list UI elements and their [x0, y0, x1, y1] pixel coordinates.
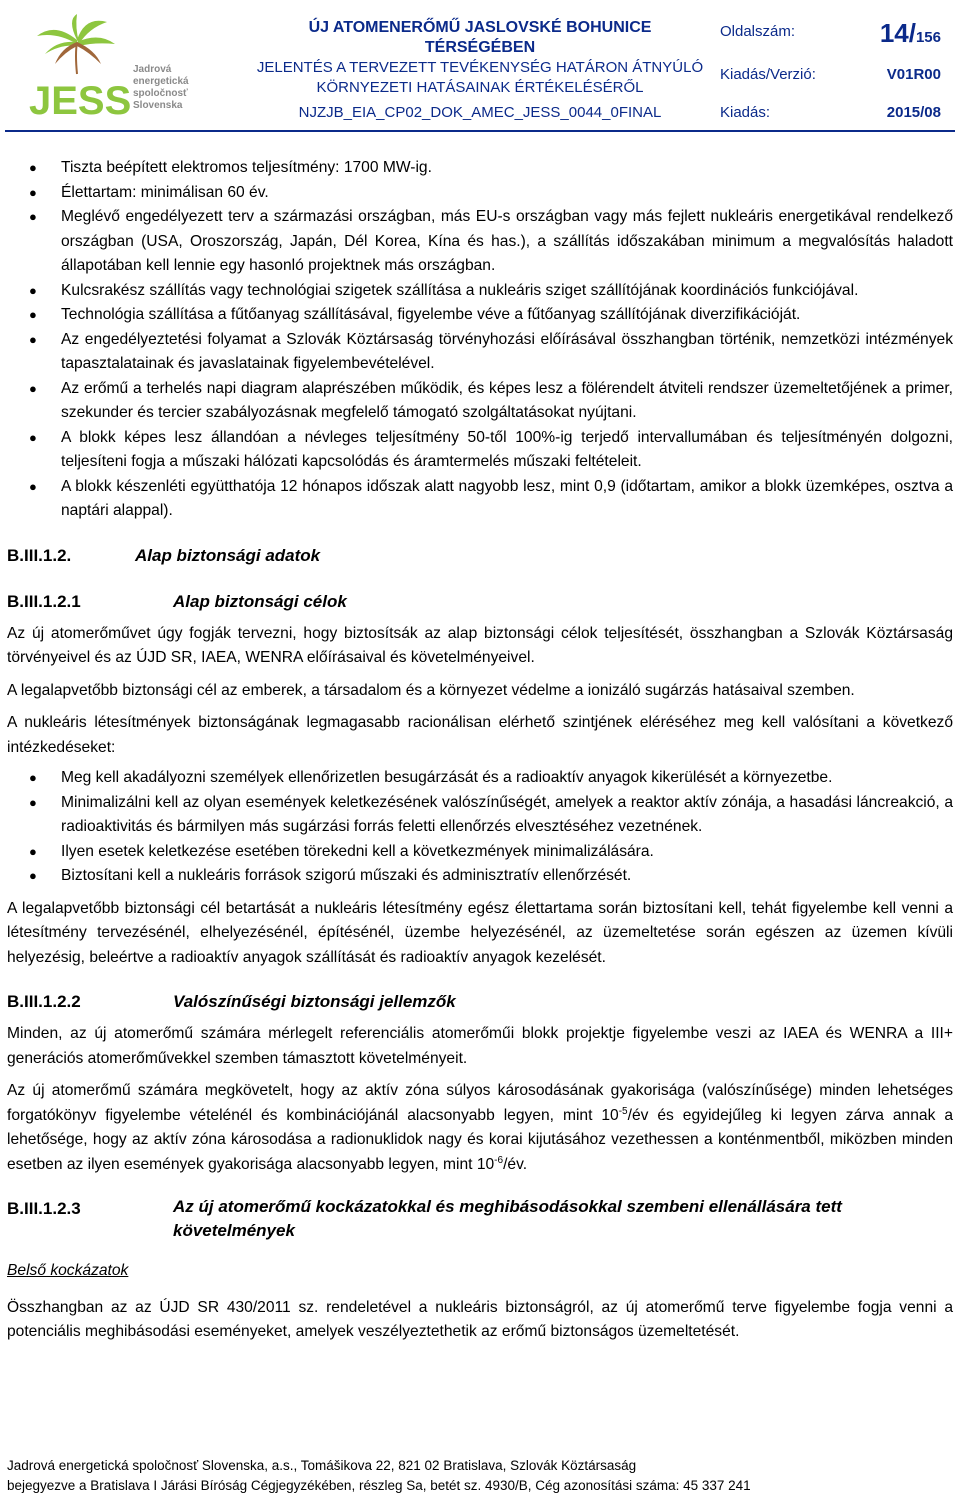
- section-title: Az új atomerőmű kockázatokkal és meghibásodásokkal szembeni ellenállására tett követelmények: [173, 1197, 842, 1240]
- paragraph: Összhangban az az ÚJD SR 430/2011 sz. rendeletével a nukleáris biztonságról, az új atomerőmű terve figyelembe fogja venni a potenciális meghibásodási eseményeket, amelyek veszélyeztethetik az erőmű biztonságos üzemeltetését.: [7, 1298, 953, 1340]
- subheading-internal-risks: Belső kockázatok: [7, 1262, 129, 1279]
- issue-value: 2015/08: [886, 104, 941, 121]
- header-divider: [5, 130, 955, 132]
- page-current: 14/: [879, 18, 916, 48]
- list-item: ● Élettartam: minimálisan 60 év.: [7, 181, 953, 206]
- jess-logo-graphic: [15, 14, 195, 118]
- section-heading-b-iii-1-2-1: [7, 588, 953, 616]
- bullet-icon: ●: [29, 770, 37, 785]
- page-number-value: [880, 18, 941, 49]
- section-title: Alap biztonsági adatok: [135, 545, 321, 565]
- paragraph: Minden, az új atomerőmű számára mérlegelt referenciális atomerőműi blokk projektje figyelembe veszi az IAEA és WENRA a III+ generációs atomerőművekkel szemben támasztott követelményeit.: [7, 1025, 953, 1067]
- list-item: ● Tiszta beépített elektromos teljesítmény: 1700 MW-ig.: [7, 156, 953, 181]
- logo-wordmark: JESS: [29, 79, 132, 118]
- measures-bullet-list: [7, 766, 953, 889]
- bullet-icon: ●: [29, 794, 37, 810]
- list-item: ● Az engedélyeztetési folyamat a Szlovák Köztársaság törvényhozási előírásával összhangban történik, nemzetközi intézmények tapasztalatainak és javaslatainak figyelembevételével.: [7, 328, 953, 377]
- header-title-line2: JELENTÉS A TERVEZETT TEVÉKENYSÉG HATÁRON ÁTNYÚLÓ: [256, 59, 704, 76]
- bullet-icon: ●: [29, 307, 37, 322]
- section-heading-b-iii-1-2-3: [7, 1195, 953, 1247]
- header-doc-id: NJZJB_EIA_CP02_DOK_AMEC_JESS_0044_0FINAL: [298, 104, 662, 121]
- list-item: ● Kulcsrakész szállítás vagy technológiai szigetek szállítása a nukleáris sziget szállítójának koordinációs funkciójával.: [7, 279, 953, 304]
- list-item: ● A blokk képes lesz állandóan a névleges teljesítmény 50-től 100%-ig terjedő intervallumában és teljesítményén dolgozni, teljesíteni fogja a műszaki hálózati kapcsolódás és áramtermelés műszaki feltételeit.: [7, 426, 953, 475]
- list-item: ● Minimalizálni kell az olyan események keletkezésének valószínűségét, amelyek a reaktor aktív zónája, a hasadási láncreakció, a radioaktivitás és bármilyen más sugárzási forrás feletti ellenőrzés elvesztéséhez vezetnének.: [7, 791, 953, 840]
- paragraph: A legalapvetőbb biztonsági cél az emberek, a társadalom és a környezet védelme a ionizáló sugárzás hatásaival szemben.: [7, 681, 855, 699]
- header-title-line1: ÚJ ATOMENERŐMŰ JASLOVSKÉ BOHUNICE TÉRSÉGÉBEN: [308, 19, 652, 56]
- bullet-icon: ●: [29, 282, 37, 298]
- list-item: ● Az erőmű a terhelés napi diagram alaprészében működik, és képes lesz a fölérendelt átviteli rendszer üzemeltetőjének a primer, szekunder és tercier szabályozásnak megfelelő támogató szolgáltatásokat nyújtani.: [7, 377, 953, 426]
- page-footer: [7, 1456, 953, 1496]
- logo-subtitle-line: energetická: [133, 76, 189, 87]
- footer-registration: bejegyezve a Bratislava I Járási Bíróság Cégjegyzékében, részleg Sa, betét sz. 4930/B, Cég azonosítási száma: 45 337 241: [7, 1478, 751, 1493]
- bullet-icon: ●: [29, 429, 37, 445]
- logo-subtitle-line: Jadrová: [133, 64, 172, 75]
- version-label: Kiadás/Verzió:: [720, 66, 816, 83]
- version-row: [720, 66, 955, 88]
- bullet-icon: ●: [29, 331, 37, 347]
- page-total: 156: [915, 29, 941, 46]
- footer-address: Jadrová energetická spoločnosť Slovenska, a.s., Tomášikova 22, 821 02 Bratislava, Szlovák Köztársaság: [7, 1458, 637, 1473]
- list-item: ● A blokk készenléti együtthatója 12 hónapos időszak alatt nagyobb lesz, mint 0,9 (időtartam, amikor a blokk üzemképes, osztva a naptári alappal).: [7, 475, 953, 524]
- paragraph: Az új atomerőművet úgy fogják tervezni, hogy biztosítsák az alap biztonsági célok teljesítését, összhangban a Szlovák Köztársaság törvényeivel és az ÚJD SR, IAEA, WENRA előírásaival és követelményeivel.: [7, 624, 953, 666]
- section-number: B.III.1.2.3: [7, 1199, 81, 1218]
- issue-label: Kiadás:: [720, 104, 771, 121]
- bullet-icon: ●: [29, 868, 37, 883]
- bullet-icon: ●: [29, 478, 37, 494]
- header-title-line3: KÖRNYEZETI HATÁSAINAK ÉRTÉKELÉSÉRŐL: [316, 79, 644, 96]
- page-number-label: Oldalszám:: [720, 23, 796, 40]
- section-title: Alap biztonsági célok: [173, 591, 347, 611]
- header-title-block: [255, 18, 705, 98]
- issue-row: [720, 104, 955, 126]
- section-number: B.III.1.2.2: [7, 992, 81, 1011]
- jess-logo: [15, 14, 195, 118]
- paragraph: A nukleáris létesítmények biztonságának legmagasabb racionálisan elérhető szintjének eléréséhez meg kell valósítani a következő intézkedéseket:: [7, 714, 953, 756]
- bullet-icon: ●: [29, 209, 37, 224]
- section-heading-b-iii-1-2: [7, 542, 953, 570]
- paragraph: A legalapvetőbb biztonsági cél betartását a nukleáris létesítmény egész élettartama során biztosítani kell, tehát figyelembe kell venni a létesítmény tervezésénél, elhelyezésénél, építésénél, üzembe helyezésénél, az üzemeltetése során egészen az üzemen kívüli helyezésig, beleértve a radioaktív anyagok szállítását és radioaktív anyagok kezelését.: [7, 899, 953, 966]
- list-item: ● Technológia szállítása a fűtőanyag szállításával, figyelembe véve a fűtőanyag szállítójának diverzifikációját.: [7, 303, 953, 328]
- document-body: [7, 156, 953, 1345]
- logo-subtitle-line: Slovenska: [133, 100, 183, 111]
- version-value: V01R00: [886, 66, 941, 83]
- bullet-icon: ●: [29, 380, 37, 396]
- page-number-row: [720, 18, 955, 52]
- bullet-icon: ●: [29, 160, 37, 175]
- bullet-icon: ●: [29, 184, 37, 200]
- list-item: ● Ilyen esetek keletkezése esetében törekedni kell a következmények minimalizálására.: [7, 840, 953, 865]
- bullet-icon: ●: [29, 843, 37, 859]
- section-number: B.III.1.2.: [7, 545, 72, 565]
- list-item: ● Meg kell akadályozni személyek ellenőrizetlen besugárzását és a radioaktív anyagok kikerülését a környezetbe.: [7, 766, 953, 791]
- section-heading-b-iii-1-2-2: [7, 988, 953, 1016]
- page-header: [5, 8, 955, 132]
- logo-subtitle-line: spoločnosť: [133, 88, 188, 99]
- list-item: ● Biztosítani kell a nukleáris források szigorú műszaki és adminisztratív ellenőrzését.: [7, 864, 953, 889]
- section-title: Valószínűségi biztonsági jellemzők: [173, 992, 456, 1011]
- list-item: ● Meglévő engedélyezett terv a származási országban, más EU-s országban vagy más fejlett nukleáris energetikával rendelkező országban (USA, Oroszország, Japán, Dél Korea, Kína és has.), a szállítás időszakában minimum a megvalósítás haladott állapotában kell lennie egy hasonló projektnek más országban.: [7, 205, 953, 279]
- section-number: B.III.1.2.1: [7, 591, 81, 611]
- requirements-bullet-list: [7, 156, 953, 524]
- paragraph-frequency: Az új atomerőmű számára megkövetelt, hogy az aktív zóna súlyos károsodásának gyakorisága (valószínűsége) minden lehetséges forgatókönyv figyelembe vételénél és kombinációjánál alacsonyabb legyen, mint $10^{-5}/év$ és egyidejűleg ki legyen zárva annak a lehetősége, hogy az aktív zóna károsodása a radionuklidok nagy és korai kijutásához vezethessen a konténmentből, miközben minden esetben az ilyen események gyakorisága alacsonyabb legyen, mint $10^{-6}/év$.: [7, 1082, 953, 1173]
